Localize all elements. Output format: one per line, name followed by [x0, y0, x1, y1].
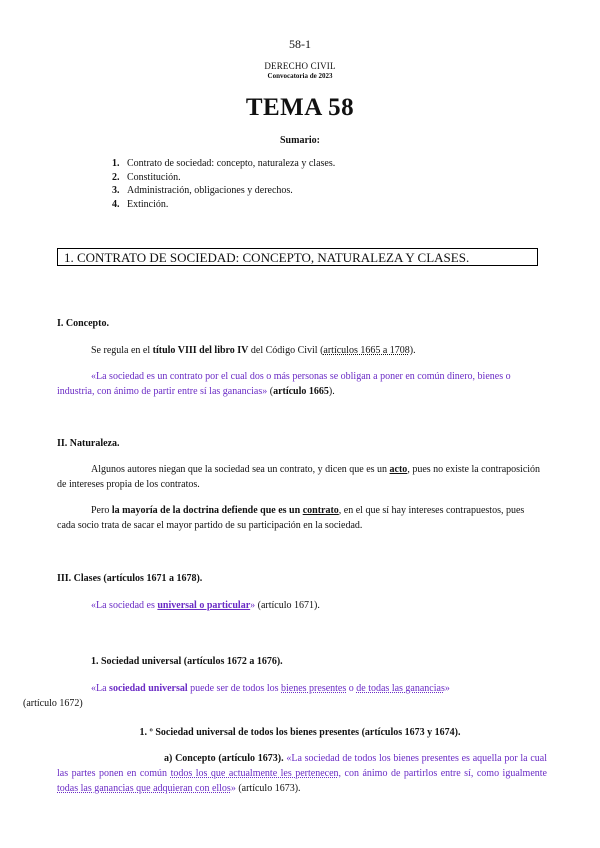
naturaleza-paragraph-1: Algunos autores niegan que la sociedad sea un contrato, y dicen que es un acto, pues no existe la contraposición de intereses propia de los contratos. — [57, 464, 541, 490]
summary-item: 1. Contrato de sociedad: concepto, naturaleza y clases. — [112, 158, 336, 169]
naturaleza-heading: II. Naturaleza. — [57, 438, 120, 449]
summary-item: 3. Administración, obligaciones y derechos. — [112, 185, 293, 196]
subject-label: DERECHO CIVIL — [264, 61, 336, 71]
section-heading: 1. CONTRATO DE SOCIEDAD: CONCEPTO, NATURALEZA Y CLASES. — [57, 248, 538, 266]
summary-label: Sumario: — [280, 135, 320, 146]
concepto-heading: I. Concepto. — [57, 318, 109, 329]
page-title: TEMA 58 — [245, 94, 355, 121]
summary-item: 4. Extinción. — [112, 198, 169, 210]
clases-heading: III. Clases (artículos 1671 a 1678). — [57, 573, 203, 584]
universal-heading: 1. Sociedad universal (artículos 1672 a 1676). — [91, 656, 283, 667]
concepto-paragraph: Se regula en el título VIII del libro IV del Código Civil (artículos 1665 a 1708). — [91, 345, 416, 356]
bienes-presentes-paragraph: a) Concepto (artículo 1673). «La sociedad de todos los bienes presentes es aquella por la cual las partes ponen en común todos los que actualmente les pertenecen, con ánimo de partirlos entre sí, como igualmente todas las ganancias que adquieran con ellos» (artículo 1673). — [57, 753, 548, 794]
page-number: 58-1 — [289, 37, 311, 51]
summary-list — [112, 157, 335, 211]
naturaleza-paragraph-2: Pero la mayoría de la doctrina defiende que es un contrato, en el que sí hay intereses contrapuestos, pues cada socio trata de sacar el mayor partido de su participación en la sociedad. — [57, 505, 525, 531]
universal-quote: «La sociedad universal puede ser de todos los bienes presentes o de todas las ganancias» (artículo 1672) — [23, 683, 450, 709]
convocatoria-label: Convocatoria de 2023 — [267, 72, 333, 80]
summary-item: 2. Constitución. — [112, 171, 181, 183]
bienes-presentes-heading: 1. º Sociedad universal de todos los bienes presentes (artículos 1673 y 1674). — [139, 727, 461, 738]
clases-quote: «La sociedad es universal o particular» (artículo 1671). — [91, 600, 320, 611]
concepto-quote: «La sociedad es un contrato por el cual dos o más personas se obligan a poner en común dinero, bienes o industria, con ánimo de partir entre sí las ganancias» (artículo 1665). — [57, 371, 511, 397]
